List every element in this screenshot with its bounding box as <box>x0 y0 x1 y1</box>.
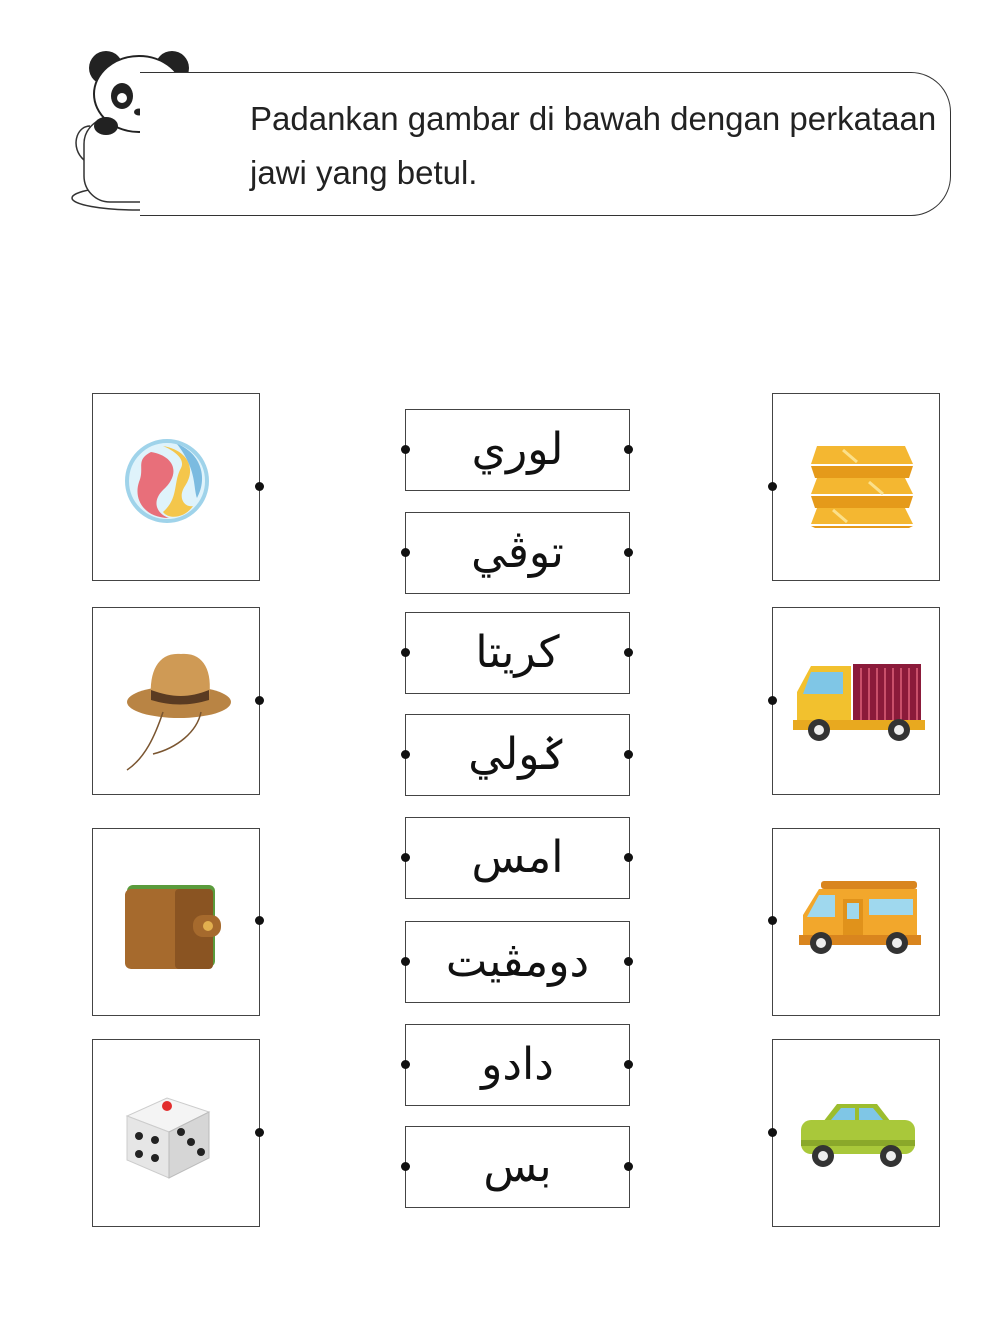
right-connector-dot[interactable] <box>768 1128 777 1137</box>
picture-card-bus[interactable] <box>772 828 940 1016</box>
right-connector-dot[interactable] <box>768 696 777 705</box>
word-right-dot[interactable] <box>624 957 633 966</box>
word-card-2[interactable] <box>405 512 630 594</box>
word-card-1[interactable] <box>405 409 630 491</box>
word-left-dot[interactable] <box>401 1060 410 1069</box>
word-card-6[interactable] <box>405 921 630 1003</box>
jawi-word: كريتا <box>475 627 560 678</box>
jawi-word: دادو <box>481 1039 554 1090</box>
right-connector-dot[interactable] <box>768 482 777 491</box>
word-right-dot[interactable] <box>624 445 633 454</box>
word-card-5[interactable] <box>405 817 630 899</box>
jawi-word: بس <box>483 1141 552 1192</box>
jawi-word: امس <box>471 832 564 883</box>
word-left-dot[interactable] <box>401 853 410 862</box>
word-right-dot[interactable] <box>624 1162 633 1171</box>
word-left-dot[interactable] <box>401 445 410 454</box>
picture-card-lorry[interactable] <box>772 607 940 795</box>
left-connector-dot[interactable] <box>255 916 264 925</box>
marble-icon <box>93 394 259 580</box>
word-right-dot[interactable] <box>624 750 633 759</box>
picture-card-gold[interactable] <box>772 393 940 581</box>
word-left-dot[interactable] <box>401 548 410 557</box>
picture-card-car[interactable] <box>772 1039 940 1227</box>
jawi-word: لوري <box>471 424 564 475</box>
hat-icon <box>93 608 259 794</box>
jawi-word: توڤي <box>471 527 564 578</box>
wallet-icon <box>93 829 259 1015</box>
word-right-dot[interactable] <box>624 648 633 657</box>
word-left-dot[interactable] <box>401 750 410 759</box>
left-connector-dot[interactable] <box>255 696 264 705</box>
picture-card-hat[interactable] <box>92 607 260 795</box>
dice-icon <box>93 1040 259 1226</box>
lorry-icon <box>773 608 939 794</box>
picture-card-marble[interactable] <box>92 393 260 581</box>
word-card-4[interactable] <box>405 714 630 796</box>
word-left-dot[interactable] <box>401 1162 410 1171</box>
word-right-dot[interactable] <box>624 548 633 557</box>
instruction-text <box>250 92 950 200</box>
picture-card-dice[interactable] <box>92 1039 260 1227</box>
jawi-word: ݢولي <box>468 729 567 780</box>
instruction-line-1: Padankan gambar di bawah dengan perkataan <box>250 100 937 137</box>
word-card-7[interactable] <box>405 1024 630 1106</box>
word-right-dot[interactable] <box>624 1060 633 1069</box>
word-card-8[interactable] <box>405 1126 630 1208</box>
left-connector-dot[interactable] <box>255 482 264 491</box>
car-icon <box>773 1040 939 1226</box>
bus-icon <box>773 829 939 1015</box>
instruction-line-2: jawi yang betul. <box>250 154 478 191</box>
picture-card-wallet[interactable] <box>92 828 260 1016</box>
right-connector-dot[interactable] <box>768 916 777 925</box>
word-left-dot[interactable] <box>401 648 410 657</box>
jawi-word: دومڤيت <box>445 936 590 987</box>
left-connector-dot[interactable] <box>255 1128 264 1137</box>
word-left-dot[interactable] <box>401 957 410 966</box>
word-right-dot[interactable] <box>624 853 633 862</box>
word-card-3[interactable] <box>405 612 630 694</box>
gold-bars-icon <box>773 394 939 580</box>
